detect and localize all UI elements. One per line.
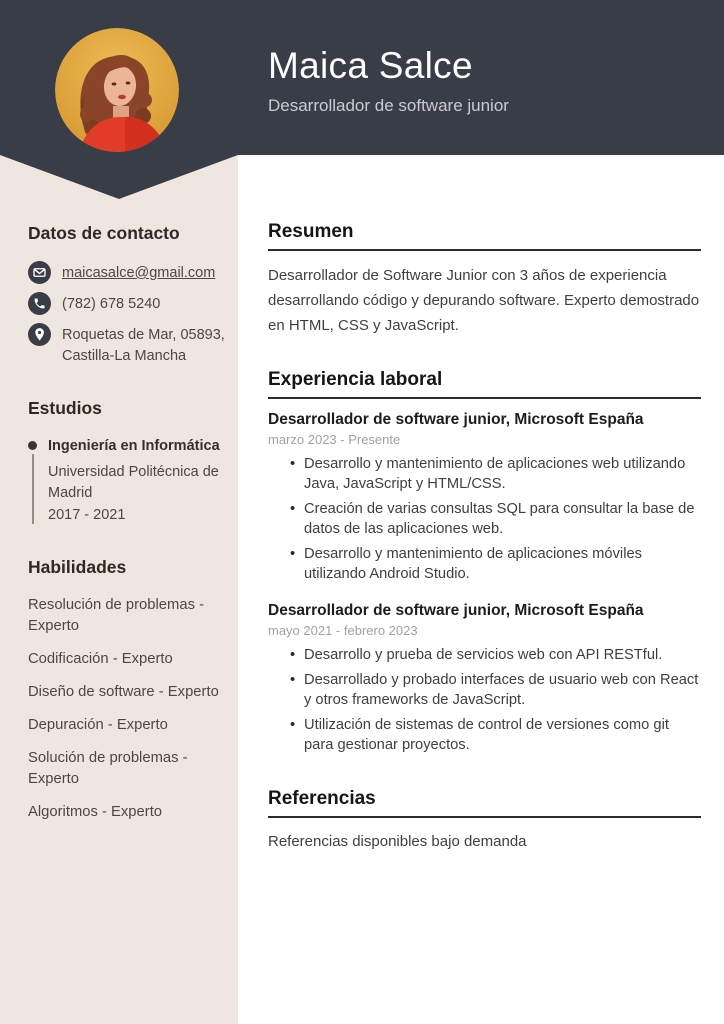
summary-section xyxy=(268,221,701,338)
candidate-name: Maica Salce xyxy=(268,45,473,86)
skill-item: Diseño de software - Experto xyxy=(28,684,219,700)
job-bullet-list xyxy=(290,645,701,755)
header-identity xyxy=(268,44,509,116)
job-bullet: • Desarrollo y mantenimiento de aplicaciones web utilizando Java, JavaScript y HTML/CSS. xyxy=(290,454,701,494)
summary-heading: Resumen xyxy=(268,221,701,251)
job-title: Desarrollador de software junior, Microsoft España xyxy=(268,602,644,619)
summary-text: Desarrollador de Software Junior con 3 años de experiencia desarrollando código y depurando software. Experto demostrado en HTML, CSS y JavaScript. xyxy=(268,267,700,334)
sidebar xyxy=(0,199,238,835)
references-text: Referencias disponibles bajo demanda xyxy=(268,833,527,850)
contact-row-phone xyxy=(28,292,229,315)
job-bullet: • Creación de varias consultas SQL para consultar la base de datos de las aplicaciones web. xyxy=(290,499,701,539)
timeline-rail xyxy=(28,441,37,526)
contact-email xyxy=(62,261,215,284)
avatar xyxy=(55,28,179,152)
skill-item: Solución de problemas - Experto xyxy=(28,750,188,787)
experience-heading: Experiencia laboral xyxy=(268,369,701,399)
references-heading: Referencias xyxy=(268,788,701,818)
timeline-line xyxy=(32,454,34,524)
skill-item: Resolución de problemas - Experto xyxy=(28,597,205,634)
job-title: Desarrollador de software junior, Microsoft España xyxy=(268,411,644,428)
timeline-dot-icon xyxy=(28,441,37,450)
location-pin-icon xyxy=(28,323,51,346)
skill-item: Depuración - Experto xyxy=(28,717,168,733)
contact-row-email xyxy=(28,261,229,284)
job-bullet: • Desarrollado y probado interfaces de usuario web con React y otros frameworks de JavaScript. xyxy=(290,670,701,710)
job-bullet: • Utilización de sistemas de control de versiones como git para gestionar proyectos. xyxy=(290,715,701,755)
portrait-photo-woman-icon xyxy=(55,28,179,152)
education-years: 2017 - 2021 xyxy=(48,507,126,523)
candidate-headline: Desarrollador de software junior xyxy=(268,96,509,115)
contact-phone: (782) 678 5240 xyxy=(62,296,161,312)
phone-icon xyxy=(28,292,51,315)
envelope-icon xyxy=(28,261,51,284)
education-section xyxy=(28,398,229,526)
education-heading: Estudios xyxy=(28,398,102,418)
experience-section xyxy=(268,369,701,755)
contact-heading: Datos de contacto xyxy=(28,223,180,243)
skills-heading: Habilidades xyxy=(28,557,127,577)
job-bullet: • Desarrollo y mantenimiento de aplicaciones móviles utilizando Android Studio. xyxy=(290,544,701,584)
email-link[interactable]: maicasalce@gmail.com xyxy=(62,265,216,281)
main-column xyxy=(268,155,701,853)
contact-section xyxy=(28,223,229,367)
skills-section xyxy=(28,557,229,823)
job-bullet: • Desarrollo y prueba de servicios web con API RESTful. xyxy=(290,645,701,665)
header-chevron xyxy=(0,155,238,199)
contact-row-address xyxy=(28,323,229,367)
skill-item: Algoritmos - Experto xyxy=(28,804,163,820)
job-bullet-list xyxy=(290,454,701,584)
address-line-2: Castilla-La Mancha xyxy=(62,348,187,364)
education-school: Universidad Politécnica de Madrid xyxy=(48,464,219,501)
skill-item: Codificación - Experto xyxy=(28,651,173,667)
job-dates: mayo 2021 - febrero 2023 xyxy=(268,623,418,638)
education-details xyxy=(48,436,229,526)
references-section xyxy=(268,788,701,853)
education-degree: Ingeniería en Informática xyxy=(48,438,220,454)
job-entry xyxy=(268,601,701,755)
education-entry xyxy=(28,436,229,526)
address-line-1: Roquetas de Mar, 05893, xyxy=(62,327,225,343)
job-entry xyxy=(268,410,701,584)
job-dates: marzo 2023 - Presente xyxy=(268,432,401,447)
contact-address xyxy=(62,323,225,367)
